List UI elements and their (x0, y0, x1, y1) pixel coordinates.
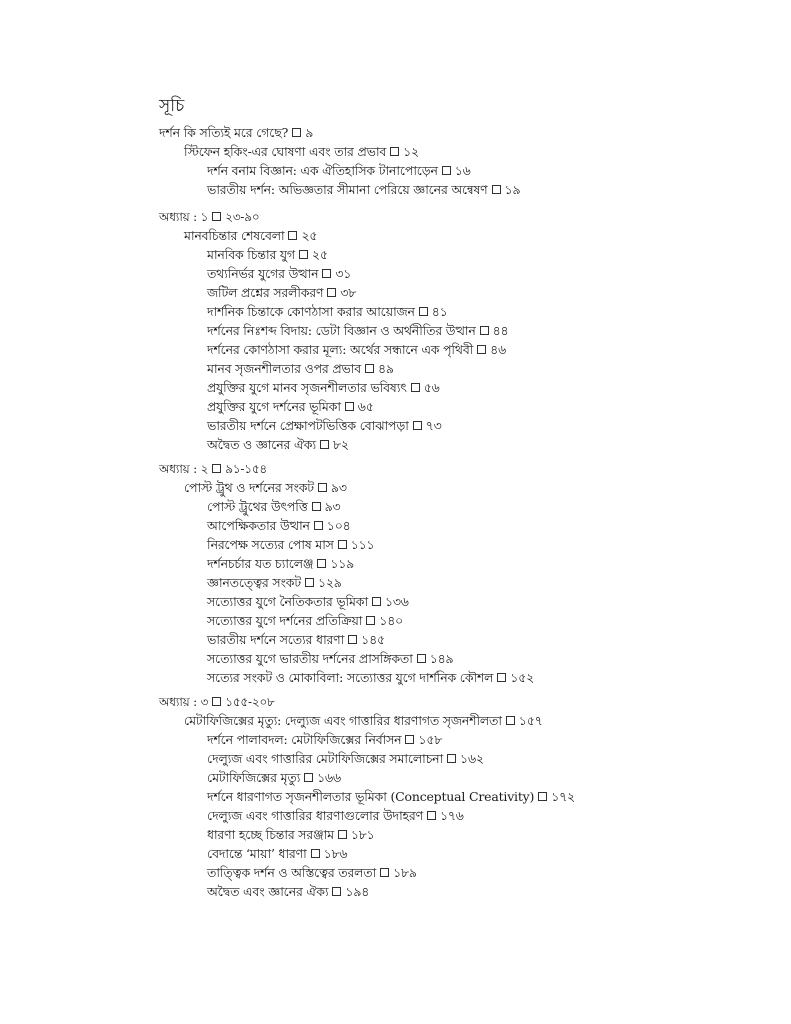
toc-entry[interactable] (207, 808, 464, 824)
box-separator-icon (390, 147, 399, 156)
box-separator-icon (338, 830, 347, 839)
toc-entry-page: ৪৯ (377, 361, 394, 376)
toc-entry[interactable] (184, 713, 543, 729)
toc-entry-title: দেল্যুজ এবং গাত্তারির মেটাফিজিক্সের সমালোচনা (207, 751, 444, 766)
toc-entry-page: ১৪০ (379, 613, 404, 628)
toc-entry-page: ৬৫ (357, 399, 374, 414)
toc-entry[interactable] (207, 670, 534, 686)
toc-entry[interactable] (207, 632, 385, 648)
toc-entry[interactable] (207, 846, 347, 862)
toc-entry-title: মানব সৃজনশীলতার ওপর প্রভাব (207, 361, 361, 376)
toc-entry-page: ১৪৯ (429, 651, 454, 666)
toc-entry-title: দর্শনে পালাবদল: মেটাফিজিক্সের নির্বাসন (207, 732, 402, 747)
toc-entry-title: দর্শনে ধারণাগত সৃজনশীলতার ভূমিকা (Conceptual Creativity) (207, 789, 535, 804)
box-separator-icon (338, 540, 347, 549)
box-separator-icon (480, 326, 489, 335)
toc-entry-title: সত্যোত্তর যুগে নৈতিকতার ভূমিকা (207, 594, 368, 609)
toc-entry-title: নিরপেক্ষ সত্যের পোষ মাস (207, 537, 334, 552)
toc-entry-title: জ্ঞানতত্ত্বের সংকট (207, 575, 301, 590)
toc-entry-page: ১৩৬ (384, 594, 409, 609)
toc-entry-page: ১৭৬ (439, 808, 464, 823)
toc-entry-title: তথ্যনির্ভর যুগের উত্থান (207, 266, 319, 281)
toc-entry-page: ৯৩ (324, 499, 341, 514)
toc-entry[interactable] (207, 285, 356, 301)
toc-entry-title: দর্শন কি সত্যিই মরে গেছে? (159, 125, 289, 140)
toc-entry-page: ৯৩ (330, 480, 347, 495)
toc-entry-title: জটিল প্রশ্নের সরলীকরণ (207, 285, 324, 300)
box-separator-icon (372, 597, 381, 606)
box-separator-icon (317, 559, 326, 568)
box-separator-icon (322, 269, 331, 278)
toc-entry-title: মেটাফিজিক্সের মৃত্যু (207, 770, 301, 785)
toc-entry-page: ৯১-১৫৪ (225, 462, 268, 476)
toc-entry-title: পোস্ট ট্রুথের উৎপত্তি (207, 499, 308, 514)
toc-entry[interactable] (207, 437, 349, 453)
box-separator-icon (314, 521, 323, 530)
box-separator-icon (212, 697, 221, 706)
toc-entry[interactable] (207, 323, 508, 339)
box-separator-icon (497, 673, 506, 682)
toc-entry-page: ১৫৮ (418, 732, 443, 747)
toc-entry[interactable] (207, 182, 520, 198)
toc-entry-title: ভারতীয় দর্শনে সত্যের ধারণা (207, 632, 345, 647)
toc-entry-page: ৪১ (431, 304, 448, 319)
toc-entry-page: ১৪৫ (361, 632, 385, 647)
toc-entry-title: অদ্বৈত ও জ্ঞানের ঐক্য (207, 437, 316, 452)
box-separator-icon (538, 792, 547, 801)
toc-entry[interactable] (207, 651, 453, 667)
toc-entry-page: ১০৪ (326, 518, 351, 533)
toc-entry-title: ধারণা হচ্ছে চিন্তার সরঞ্জাম (207, 827, 334, 842)
toc-entry-page: ১৮১ (350, 827, 375, 842)
toc-entry-page: ১৯ (504, 182, 521, 197)
toc-entry-page: ৭৩ (425, 418, 442, 433)
box-separator-icon (413, 421, 422, 430)
box-separator-icon (345, 402, 354, 411)
box-separator-icon (311, 849, 320, 858)
box-separator-icon (320, 440, 329, 449)
toc-entry-page: ১৬৬ (317, 770, 341, 785)
box-separator-icon (405, 735, 414, 744)
toc-entry-page: ৩৮ (340, 285, 357, 300)
box-separator-icon (366, 616, 375, 625)
toc-entry[interactable] (207, 827, 375, 843)
toc-entry-page: ১৮৯ (393, 865, 417, 880)
toc-entry-title: দর্শনচর্চার যত চ্যালেঞ্জ (207, 556, 314, 571)
toc-entry-page: ১৭২ (551, 789, 575, 804)
box-separator-icon (305, 578, 314, 587)
toc-entry[interactable] (184, 144, 419, 160)
box-separator-icon (417, 654, 426, 663)
toc-entry-page: ৩১ (335, 266, 352, 281)
page-title: সূচি (159, 96, 185, 116)
toc-entry[interactable] (207, 594, 409, 610)
box-separator-icon (288, 231, 297, 240)
toc-entry-title: মেটাফিজিক্সের মৃত্যু: দেল্যুজ এবং গাত্তারির ধারণাগত সৃজনশীলতা (184, 713, 502, 728)
toc-entry[interactable] (207, 732, 442, 748)
box-separator-icon (212, 212, 221, 221)
toc-entry-page: ৪৬ (490, 342, 507, 357)
box-separator-icon (365, 364, 374, 373)
toc-entry-title: ভারতীয় দর্শনে প্রেক্ষাপটভিত্তিক বোঝাপড়া (207, 418, 409, 433)
toc-entry-page: ৫৬ (423, 380, 440, 395)
box-separator-icon (380, 868, 389, 877)
toc-entry[interactable] (207, 575, 342, 591)
toc-entry[interactable] (207, 247, 328, 263)
toc-entry-page: ১৫৫-২০৮ (225, 695, 275, 709)
toc-entry-title: অধ্যায় : ১ (159, 210, 209, 224)
toc-entry-page: ১৬ (454, 163, 471, 178)
box-separator-icon (327, 288, 336, 297)
box-separator-icon (212, 464, 221, 473)
toc-entry[interactable] (207, 884, 369, 900)
toc-entry-page: ১৬২ (460, 751, 484, 766)
toc-entry-title: পোস্ট ট্রুথ ও দর্শনের সংকট (184, 480, 314, 495)
toc-entry[interactable] (207, 499, 340, 515)
box-separator-icon (506, 716, 515, 725)
toc-entry[interactable] (207, 361, 394, 377)
toc-entry[interactable] (207, 304, 448, 320)
toc-entry[interactable] (207, 613, 403, 629)
toc-entry-page: ২৫ (301, 228, 318, 243)
toc-entry-title: স্টিফেন হকিং-এর ঘোষণা এবং তার প্রভাব (184, 144, 387, 159)
toc-entry-page: ১১১ (350, 537, 375, 552)
toc-entry[interactable] (207, 399, 374, 415)
toc-entry[interactable] (184, 228, 317, 244)
box-separator-icon (492, 185, 501, 194)
toc-entry[interactable] (207, 865, 417, 881)
toc-entry[interactable] (207, 556, 354, 572)
toc-entry-title: প্রযুক্তির যুগে দর্শনের ভূমিকা (207, 399, 341, 414)
toc-entry-page: ১১৯ (330, 556, 355, 571)
box-separator-icon (419, 307, 428, 316)
toc-entry[interactable] (207, 751, 484, 767)
toc-entry-title: দেল্যুজ এবং গাত্তারির ধারণাগুলোর উদাহরণ (207, 808, 423, 823)
toc-entry[interactable] (207, 163, 471, 179)
box-separator-icon (304, 773, 313, 782)
toc-entry[interactable] (159, 125, 313, 141)
toc-entry-page: ১৫৭ (518, 713, 543, 728)
toc-entry-page: ১৫২ (510, 670, 535, 685)
toc-entry-page: ১৮৬ (323, 846, 348, 861)
box-separator-icon (332, 887, 341, 896)
chapter-heading[interactable] (159, 694, 275, 710)
toc-entry-title: বেদান্তে ‘মায়া’ ধারণা (207, 846, 307, 861)
toc-entry-page: ২৫ (311, 247, 328, 262)
toc-entry[interactable] (207, 418, 442, 434)
box-separator-icon (447, 754, 456, 763)
toc-entry-title: অধ্যায় : ২ (159, 462, 209, 476)
toc-entry[interactable] (207, 380, 440, 396)
box-separator-icon (411, 383, 420, 392)
toc-entry-title: আপেক্ষিকতার উত্থান (207, 518, 310, 533)
toc-entry[interactable] (207, 518, 351, 534)
toc-entry-page: ১৯৪ (345, 884, 370, 899)
toc-entry-title: অদ্বৈত এবং জ্ঞানের ঐক্য (207, 884, 329, 899)
box-separator-icon (292, 128, 301, 137)
toc-entry-title: দর্শন বনাম বিজ্ঞান: এক ঐতিহাসিক টানাপোড়েন (207, 163, 438, 178)
toc-entry-title: দর্শনের নিঃশব্দ বিদায়: ডেটা বিজ্ঞান ও অর্থনীতির উত্থান (207, 323, 476, 338)
toc-entry-title: তাত্ত্বিক দর্শন ও অস্তিত্বের তরলতা (207, 865, 377, 880)
box-separator-icon (312, 502, 321, 511)
toc-entry-title: ভারতীয় দর্শন: অভিজ্ঞতার সীমানা পেরিয়ে জ্ঞানের অন্বেষণ (207, 182, 488, 197)
toc-entry-title: দার্শনিক চিন্তাকে কোণঠাসা করার আয়োজন (207, 304, 415, 319)
toc-entry-title: সত্যোত্তর যুগে ভারতীয় দর্শনের প্রাসঙ্গিকতা (207, 651, 413, 666)
toc-entry-title: অধ্যায় : ৩ (159, 695, 209, 709)
toc-entry[interactable] (207, 537, 374, 553)
box-separator-icon (427, 811, 436, 820)
box-separator-icon (442, 166, 451, 175)
toc-entry-title: মানবচিন্তার শেষবেলা (184, 228, 285, 243)
toc-entry[interactable] (207, 770, 341, 786)
box-separator-icon (299, 250, 308, 259)
toc-entry-title: মানবিক চিন্তার যুগ (207, 247, 295, 262)
box-separator-icon (477, 345, 486, 354)
toc-entry-page: ৮২ (332, 437, 349, 452)
chapter-heading[interactable] (159, 461, 267, 477)
toc-entry[interactable] (207, 789, 575, 805)
toc-entry[interactable] (207, 342, 506, 358)
toc-entry-page: ৪৪ (492, 323, 509, 338)
toc-entry-page: ৯ (305, 125, 314, 140)
box-separator-icon (348, 635, 357, 644)
chapter-heading[interactable] (159, 209, 259, 225)
toc-entry-page: ১২ (403, 144, 419, 159)
toc-entry-title: সত্যের সংকট ও মোকাবিলা: সত্যোত্তর যুগে দার্শনিক কৌশল (207, 670, 494, 685)
toc-entry-page: ১২৯ (317, 575, 342, 590)
toc-entry-title: প্রযুক্তির যুগে মানব সৃজনশীলতার ভবিষ্যৎ (207, 380, 407, 395)
box-separator-icon (318, 483, 327, 492)
toc-entry[interactable] (184, 480, 347, 496)
toc-entry-title: সত্যোত্তর যুগে দর্শনের প্রতিক্রিয়া (207, 613, 363, 628)
toc-entry-page: ২৩-৯০ (225, 210, 260, 224)
toc-entry[interactable] (207, 266, 351, 282)
toc-entry-title: দর্শনের কোণঠাসা করার মূল্য: অর্থের সন্ধানে এক পৃথিবী (207, 342, 474, 357)
